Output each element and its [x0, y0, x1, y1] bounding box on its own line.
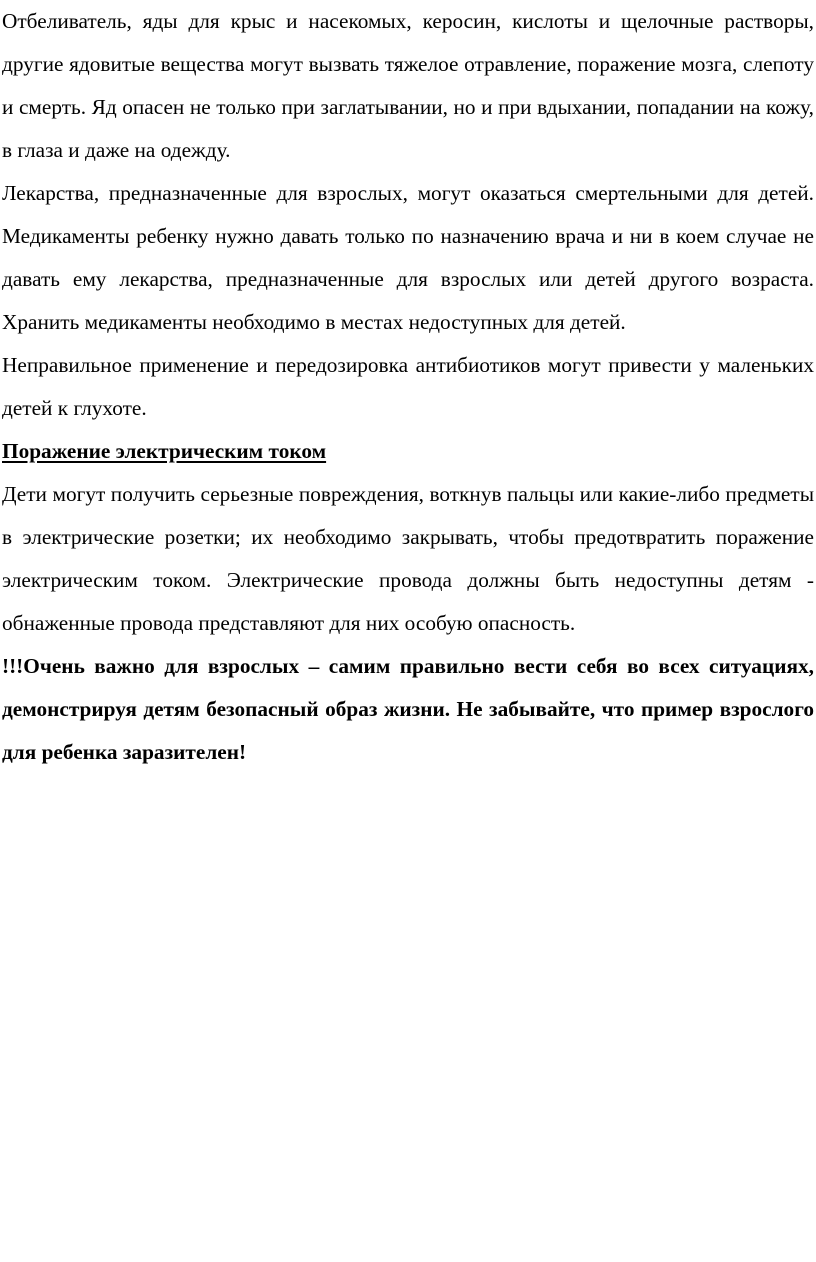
document-page [2, 0, 814, 774]
section-heading-electric-shock: Поражение электрическим током [2, 439, 327, 463]
paragraph-antibiotics: Неправильное применение и передозировка антибиотиков могут привести у маленьких детей к глухоте. [2, 353, 814, 420]
paragraph-medicines: Лекарства, предназначенные для взрослых, могут оказаться смертельными для детей. Медикаменты ребенку нужно давать только по назначению врача и ни в коем случае не давать ему лекарства, предназначенные для взрослых или детей другого возраста. Хранить медикаменты необходимо в местах недоступных для детей. [2, 181, 814, 334]
important-note: !!!Очень важно для взрослых – самим правильно вести себя во всех ситуациях, демонстрируя детям безопасный образ жизни. Не забывайте, что пример взрослого для ребенка заразителен! [2, 654, 814, 764]
paragraph-poisons: Отбеливатель, яды для крыс и насекомых, керосин, кислоты и щелочные растворы, другие ядовитые вещества могут вызвать тяжелое отравление, поражение мозга, слепоту и смерть. Яд опасен не только при заглатывании, но и при вдыхании, попадании на кожу, в глаза и даже на одежду. [2, 9, 814, 162]
paragraph-electric: Дети могут получить серьезные повреждения, воткнув пальцы или какие-либо предметы в электрические розетки; их необходимо закрывать, чтобы предотвратить поражение электрическим током. Электрические провода должны быть недоступны детям - обнаженные провода представляют для них особую опасность. [2, 482, 814, 635]
